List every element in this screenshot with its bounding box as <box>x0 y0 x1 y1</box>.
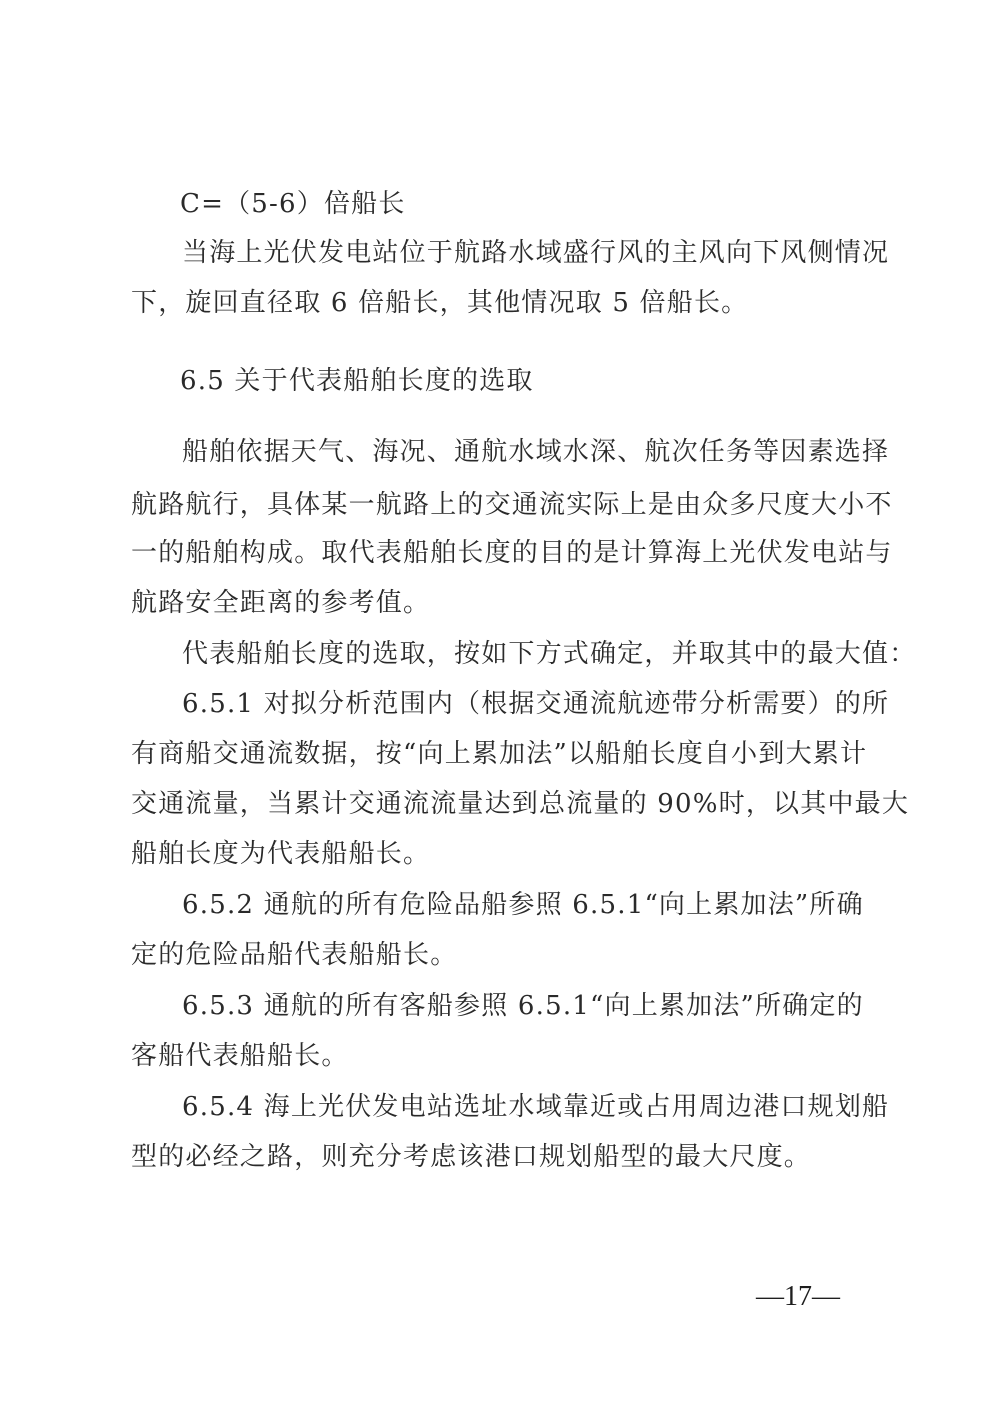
paragraph-line: 船舶依据天气、海况、通航水域水深、航次任务等因素选择 <box>182 437 890 467</box>
formula-line: C=（5-6）倍船长 <box>180 189 406 219</box>
paragraph-line: 下，旋回直径取 6 倍船长，其他情况取 5 倍船长。 <box>131 288 749 318</box>
list-item-line: 船舶长度为代表船船长。 <box>131 839 431 869</box>
list-item-line: 6.5.1 对拟分析范围内（根据交通流航迹带分析需要）的所 <box>182 689 890 719</box>
list-item-line: 交通流量，当累计交通流流量达到总流量的 90%时，以其中最大 <box>131 789 910 819</box>
list-item-line: 有商船交通流数据，按“向上累加法”以船舶长度自小到大累计 <box>131 739 868 769</box>
list-item-line: 型的必经之路，则充分考虑该港口规划船型的最大尺度。 <box>131 1142 812 1172</box>
paragraph-line: 一的船舶构成。取代表船舶长度的目的是计算海上光伏发电站与 <box>131 538 893 568</box>
section-heading: 6.5 关于代表船舶长度的选取 <box>180 366 534 396</box>
paragraph-line: 当海上光伏发电站位于航路水域盛行风的主风向下风侧情况 <box>182 238 890 268</box>
paragraph-line: 代表船舶长度的选取，按如下方式确定，并取其中的最大值： <box>182 639 917 669</box>
list-item-line: 6.5.4 海上光伏发电站选址水域靠近或占用周边港口规划船 <box>182 1092 890 1122</box>
list-item-line: 定的危险品船代表船船长。 <box>131 940 458 970</box>
list-item-line: 客船代表船船长。 <box>131 1041 349 1071</box>
list-item-line: 6.5.3 通航的所有客船参照 6.5.1“向上累加法”所确定的 <box>182 991 864 1021</box>
paragraph-line: 航路航行，具体某一航路上的交通流实际上是由众多尺度大小不 <box>131 490 893 520</box>
page-number: —17— <box>756 1281 840 1312</box>
list-item-line: 6.5.2 通航的所有危险品船参照 6.5.1“向上累加法”所确 <box>182 890 864 920</box>
paragraph-line: 航路安全距离的参考值。 <box>131 588 431 618</box>
